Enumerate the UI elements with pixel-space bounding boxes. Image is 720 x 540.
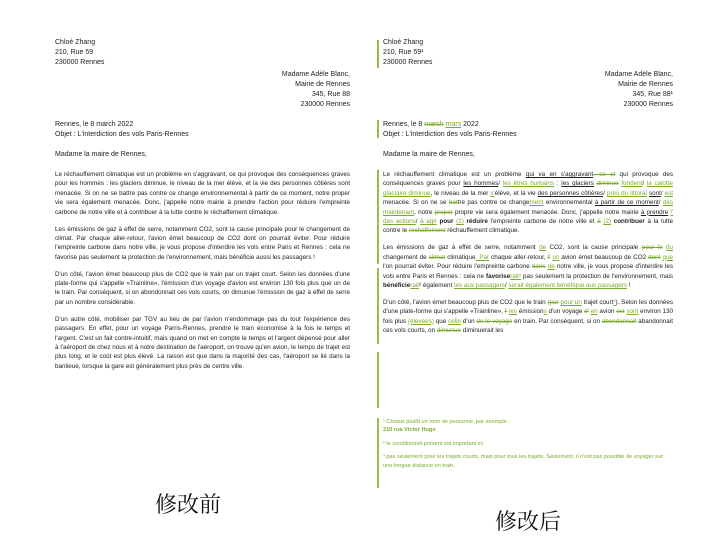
text-run: abandonnait ces vols courts, on [383, 317, 673, 335]
deleted-text: ce et [599, 171, 616, 178]
inserted-text: ³ [613, 298, 616, 306]
flagged-text: à prendre [640, 208, 669, 216]
inserted-text: rait [510, 272, 519, 280]
deleted-text: l' [504, 308, 508, 316]
deleted-text: à [597, 218, 601, 226]
text-run: / [498, 180, 503, 188]
letter-date [383, 120, 673, 130]
footnote-text: ¹ Choisis plutôt un nom de personne, par exemple : [383, 419, 510, 425]
deleted-text: dont [648, 253, 661, 261]
text-run: avion émet beaucoup de CO2 [559, 253, 649, 261]
text-run: notre ville, je vous propose d'interdire les vols entre Paris et Rennes : cela ne [383, 263, 674, 280]
emphasis-text: bénéficie [383, 281, 411, 289]
caption-after: 修改后 [495, 510, 562, 535]
inserted-text: près du littoral [606, 189, 647, 197]
inserted-text: s [543, 308, 547, 316]
salutation: Madame la maire de Rennes, [55, 151, 147, 158]
text-run: Le réchauffement climatique est un problème [383, 171, 526, 178]
text-run: l'on pourrait éviter. Pour réduire l'empreinte carbone [383, 263, 532, 271]
date-object-block [55, 120, 350, 140]
inserted-text: celle [448, 317, 462, 325]
revision-bar [377, 418, 379, 488]
deleted-text: diminue [596, 180, 619, 188]
body-paragraph: D'un côté, l'avion émet beaucoup plus de CO2 que le train par un trajet court. Selon les données d'une plate-forme qui s'appelle «Trainline», l'émission d'un voyage d'avion est environ 130 fois plus que un de le train. Par conséquent, si on abondonnait ces vols courts, on dimunue l'émission de gaz à effet de serre par un nombre considérable. [55, 270, 350, 306]
body-paragraph: Le réchauffement climatique est un problème en s'aggravant, ce qui provoque des conséquences graves pour les hommes : les glaciers diminue, le niveau de la mer élève, et la vie des personnes côtières sont menacée. Si on ne se battre pas contre ce change environnemental à partir de ce moment, notre proper vie sera également menacée. Donc, j'appelle notre mairie à prendre l'action pour réduire l'empreinte carbone de notre ville et à contribuer à la lutte contre le réchaffement climatique. [55, 171, 350, 216]
flagged-text: les hommes [463, 180, 499, 188]
text-run: en train. Par conséquent, si on [512, 317, 602, 325]
text-run: diminuerait les [461, 327, 504, 335]
letter-body [55, 170, 350, 379]
sender-name: Chloé Zhang [55, 39, 96, 46]
recipient-city: 230000 Rennes [300, 101, 350, 108]
inserted-text: sont [626, 308, 639, 316]
footnote: ² le conditionnel présent est important ici [383, 440, 484, 447]
footnote: ³ pas seulement pour les trajets courts, mais pour tous les trajets. Seulement, il n'est pas possible de voyager sur une longue distance en train. [383, 454, 663, 469]
inserted-text: la calotte glaciaire diminue [383, 180, 673, 197]
revision-bar [377, 352, 379, 408]
text-run: que [433, 317, 449, 325]
text-run: , le niveau de la mer [430, 189, 491, 197]
deleted-text: pour le [641, 244, 663, 252]
inserted-text: (2) [603, 218, 612, 226]
recipient-name: Madame Adèle Blanc, [604, 71, 673, 78]
body-paragraph: Les émissions de gaz à effet de serre, notamment CO2, sont la cause principale pour le changement de climat. Par chaque aller-retour, l'avion émet beaucoup de CO2 dont on pourrait éviter. Pour réduire l'empreinte carbone dans notre ville, je vous propose d'interdire les vols entre Paris et Rennes : cela ne favorise pas seulement la protection de l'environnement, mais bénéficie aussi les passagers ! [55, 225, 350, 261]
flagged-text: à partir de ce moment [594, 199, 659, 207]
emphasis-text: pour [439, 218, 454, 226]
footnotes [383, 418, 673, 475]
revised-paragraph [383, 298, 673, 336]
inserted-text: un [552, 253, 560, 261]
inserted-text: dès maintenant [383, 199, 674, 216]
text-run: réchauffement climatique. [445, 227, 520, 235]
text-run: d'un [461, 317, 477, 325]
text-run: / [642, 180, 647, 188]
recipient-office: Mairie de Rennes [295, 81, 350, 88]
inserted-text: que [662, 253, 673, 261]
text-run: / [415, 218, 421, 226]
deleted-text: (par [547, 298, 559, 306]
flagged-text: qui va en s'aggravant [525, 171, 594, 178]
sender-street: 210, Rue 59 [55, 49, 94, 56]
recipient-office: Mairie de Rennes [618, 81, 673, 88]
text-run: : [554, 180, 562, 188]
text-run: l'empreinte carbone de notre ville et [487, 218, 598, 226]
body-paragraph: D'un autre côté, mobiliser par TGV au lieu de par l'avion n'endommage pas du tout l'expérience des passagers. En effet, pour un voyage Parris-Rennes, prendre le train économise à la fois le temps et l'argent. C'est un fait contre-intuitif, mais quand on met en compte le temps et l'argent dépensé pour aller à l'aéroport de chez nous et à notre destination de l'aéroport, on trouve qu'en avion, le temps de trajet est plus long, et le coût est plus élevé. La raison est que dans la majorité des cas, l'aéroport se lié dans la banlieue, lorsque la gare est généralement plus près de centre ville. [55, 315, 350, 370]
flagged-text: des personnes côtières [537, 189, 604, 197]
inserted-text: (élevées) [408, 317, 434, 325]
text-run: d'un voyage [546, 308, 585, 316]
text-run: environnemental [543, 199, 595, 207]
text-run: élève, et la vie [494, 189, 538, 197]
text-run: D'un côté, l'avion émet beaucoup plus de CO2 que le train [383, 298, 548, 306]
deleted-text: dans [531, 263, 546, 271]
text-run: qui provoque des conséquences graves pour [383, 171, 674, 188]
text-run: propre vie sera également menacée. Donc, j'appelle notre mairie [452, 208, 641, 216]
text-run: ² également [419, 281, 455, 289]
text-run: CO2, sont la cause principale [546, 244, 642, 252]
text-run: trajet court [581, 298, 614, 306]
recipient-block [605, 70, 673, 110]
inserted-text: l' des actions [383, 208, 673, 226]
text-run: / [660, 189, 665, 197]
text-run: Les émissions de gaz à effet de serre, notamment [383, 244, 540, 252]
text-run: changement de [383, 253, 429, 261]
revision-bar [377, 40, 379, 68]
letter-date: Rennes, le 8 march 2022 [55, 121, 134, 128]
text-run: menacée. Si on ne se [383, 199, 449, 207]
date-object-block [383, 120, 673, 140]
text-run: à la lutte contre le [383, 218, 674, 235]
text-run: / [504, 281, 509, 289]
sender-name: Chloé Zhang [383, 39, 424, 46]
deleted-text: de le voyage [476, 317, 513, 325]
emphasis-text: réduire [466, 218, 488, 226]
sender-city: 230000 Rennes [383, 59, 433, 66]
letter-object: Objet : L'interdiction des vols Paris-Rennes [383, 131, 517, 138]
text-run: climatique [445, 253, 476, 261]
text-run: / [658, 199, 663, 207]
revised-paragraph [383, 243, 673, 290]
recipient-street: 345, Rue 88¹ [632, 91, 673, 98]
inserted-text: serait également bénéfique aux passagers [508, 281, 627, 289]
deleted-text: bat [448, 199, 458, 207]
letter-body-revised [383, 170, 673, 343]
text-run: chaque aller-retour, [489, 253, 548, 261]
revision-bar [377, 170, 379, 264]
flagged-text: les glaciers [561, 180, 594, 188]
text-run: ! [627, 281, 631, 289]
inserted-text: rait [410, 281, 420, 289]
recipient-city: 230000 Rennes [623, 101, 673, 108]
inserted-text: ment [529, 199, 544, 207]
date-suffix: 2022 [461, 121, 479, 128]
sender-block [55, 38, 350, 68]
recipient-name: Madame Adèle Blanc, [281, 71, 350, 78]
deleted-text: d' [584, 308, 589, 316]
inserted-text: les êtres humains [502, 180, 555, 188]
deleted-text: , [593, 171, 600, 178]
inserted-text: . Par [475, 253, 490, 261]
text-run: environ 130 fois plus [383, 308, 673, 325]
inserted-text: s' [490, 189, 495, 197]
inserted-text: du [665, 244, 673, 252]
revision-bar [377, 268, 379, 344]
sender-block [383, 38, 673, 68]
emphasis-text: contribuer [613, 218, 645, 226]
inserted-text: de [539, 244, 547, 252]
flagged-text: sont [648, 189, 661, 197]
deleted-text: climat [428, 253, 446, 261]
inserted-text: pour un [560, 298, 582, 306]
text-run: , notre [414, 208, 435, 216]
inserted-text: mars [445, 121, 462, 128]
sender-city: 230000 Rennes [55, 59, 105, 66]
recipient-block [55, 70, 350, 110]
salutation: Madame la maire de Rennes, [383, 151, 475, 158]
inserted-text: est [664, 189, 673, 197]
sender-street: 210, Rue 59¹ [383, 49, 424, 56]
text-run: avion [597, 308, 617, 316]
inserted-text: de [547, 263, 555, 271]
revision-bar [377, 120, 379, 138]
inserted-text: en [590, 308, 598, 316]
text-run: pas seulement la protection de l'environnement, mais [521, 272, 673, 280]
inserted-text: ² [518, 272, 522, 280]
text-run: tre pas contre ce change [457, 199, 530, 207]
footnote-example: 210 rue Victor Hugo [383, 427, 436, 434]
deleted-text: réchaffement [408, 227, 446, 235]
inserted-text: à agir [420, 218, 437, 226]
deleted-text: est [616, 308, 625, 316]
inserted-text: fondent [621, 180, 643, 188]
footnote [383, 418, 673, 435]
text-run: / [603, 189, 607, 197]
deleted-text: dimunue [436, 327, 462, 335]
inserted-text: les [508, 308, 518, 316]
deleted-text: proper [434, 208, 453, 216]
revised-paragraph [383, 170, 673, 236]
recipient-street: 345, Rue 88 [311, 91, 350, 98]
deleted-text: abondonnait [601, 317, 637, 325]
letter-object: Objet : L'interdiction des vols Paris-Rennes [55, 131, 189, 138]
deleted-text: l' [547, 253, 551, 261]
inserted-text: (1) [456, 218, 464, 226]
caption-before: 修改前 [155, 493, 222, 518]
text-run: ). Selon les données d'une plate-forme qui s'appelle «Trainline», [383, 298, 673, 316]
emphasis-text: favorise [486, 272, 511, 280]
text-run: émission [517, 308, 544, 316]
inserted-text: les aux passagers [454, 281, 505, 289]
deleted-text: march [424, 121, 444, 128]
date-prefix: Rennes, le 8 [383, 121, 425, 128]
